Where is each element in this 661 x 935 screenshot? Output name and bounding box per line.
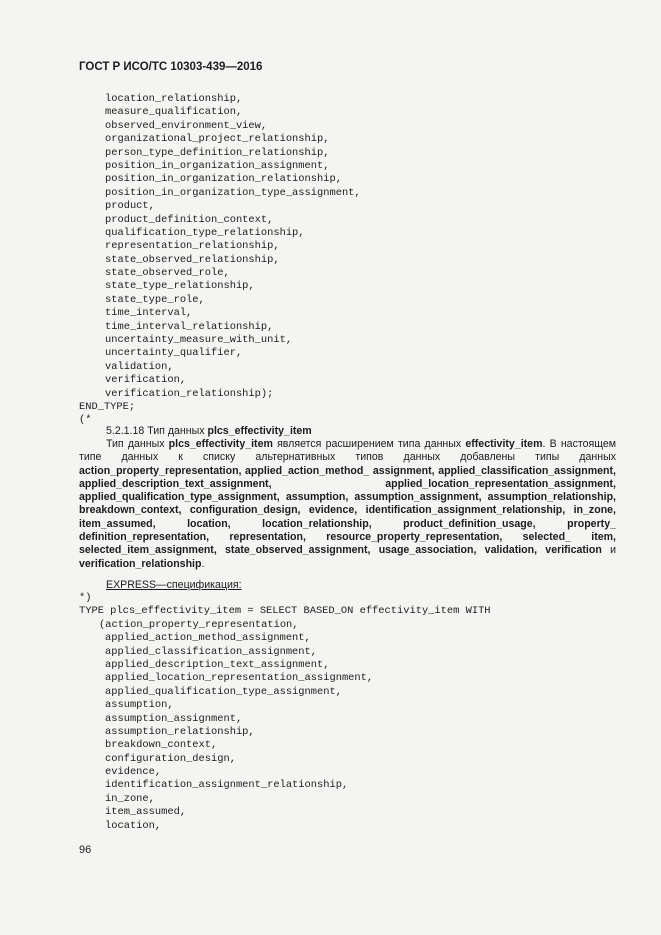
code-line: measure_qualification, — [105, 106, 243, 119]
code-line: location, — [105, 819, 162, 832]
code-line: state_type_role, — [105, 293, 205, 306]
code-line: state_type_relationship, — [105, 280, 255, 293]
code-line: applied_location_representation_assignment, — [105, 672, 374, 685]
para-text: является расширением типа данных — [272, 438, 466, 450]
para-bold-type-list: action_property_representation, applied_action_method_ assignment, applied_classification_assignment, applied_description_text_assignment, applied_location_representation_assignment, applied_qualification_type_assignment, assumption, assumption_assignment, assumption_relationship, breakdown_context, configuration_design, evidence, identification_assignment_relationship, in_zone, item_assumed, location, location_relationship, product_definition_usage, property_ definition_representation, representation, resource_property_representation, selected_ item, selected_item_assignment, state_observed_assignment, usage_association, validation, verification — [79, 464, 616, 557]
code-line: configuration_design, — [105, 752, 236, 765]
code-line: assumption_assignment, — [105, 712, 243, 725]
express-code-block-top — [79, 93, 361, 428]
code-line: organizational_project_relationship, — [105, 133, 330, 146]
para-bold-type: effectivity_item — [465, 438, 543, 450]
page-number: 96 — [79, 844, 92, 856]
code-line: applied_classification_assignment, — [105, 645, 318, 658]
code-line: verification, — [105, 374, 187, 387]
express-spec-label: EXPRESS—спецификация: — [106, 579, 242, 591]
code-end-type: END_TYPE; — [79, 400, 136, 413]
code-line: uncertainty_qualifier, — [105, 347, 243, 360]
code-line: time_interval, — [105, 307, 193, 320]
code-line: representation_relationship, — [105, 240, 280, 253]
code-line: position_in_organization_relationship, — [105, 173, 342, 186]
code-line: state_observed_role, — [105, 267, 230, 280]
section-title-prefix: Тип данных — [147, 425, 205, 437]
code-line: position_in_organization_type_assignment, — [105, 186, 361, 199]
code-line: assumption_relationship, — [105, 725, 255, 738]
code-line: assumption, — [105, 699, 174, 712]
section-heading — [106, 425, 312, 437]
code-comment-close: *) — [79, 592, 92, 604]
code-line: in_zone, — [105, 792, 155, 805]
code-line: verification_relationship); — [105, 387, 274, 400]
code-line: evidence, — [105, 766, 162, 779]
code-line: uncertainty_measure_with_unit, — [105, 334, 293, 347]
code-line: observed_environment_view, — [105, 119, 268, 132]
code-type-declaration: TYPE plcs_effectivity_item = SELECT BASED_ON effectivity_item WITH — [79, 605, 491, 618]
code-line: product_definition_context, — [105, 213, 274, 226]
code-line: validation, — [105, 360, 174, 373]
description-paragraph — [79, 438, 616, 571]
para-text: и — [601, 544, 616, 557]
code-line: position_in_organization_assignment, — [105, 159, 330, 172]
document-header: ГОСТ Р ИСО/ТС 10303-439—2016 — [79, 61, 263, 73]
code-line: person_type_definition_relationship, — [105, 146, 330, 159]
code-line: applied_description_text_assignment, — [105, 658, 330, 671]
express-code-block-bottom — [79, 592, 491, 833]
code-line: item_assumed, — [105, 806, 187, 819]
code-line: qualification_type_relationship, — [105, 226, 305, 239]
code-line: applied_qualification_type_assignment, — [105, 685, 342, 698]
code-comment-open: (* — [79, 414, 92, 427]
section-number: 5.2.1.18 — [106, 425, 145, 437]
code-line: identification_assignment_relationship, — [105, 779, 349, 792]
para-text: Тип данных — [106, 438, 169, 450]
code-line: time_interval_relationship, — [105, 320, 274, 333]
code-line: location_relationship, — [105, 93, 243, 105]
code-line: state_observed_relationship, — [105, 253, 280, 266]
code-line: product, — [105, 200, 155, 213]
code-line: (action_property_representation, — [99, 618, 299, 631]
section-title-type: plcs_effectivity_item — [207, 425, 312, 437]
para-text: . — [201, 557, 205, 570]
para-text: . В настоящем типе данных к списку альтернативных типов данных добавлены типы данных — [79, 438, 616, 464]
code-line: applied_action_method_assignment, — [105, 632, 311, 645]
para-bold-type: verification_relationship — [79, 557, 202, 570]
code-line: breakdown_context, — [105, 739, 218, 752]
para-bold-type: plcs_effectivity_item — [168, 438, 273, 450]
